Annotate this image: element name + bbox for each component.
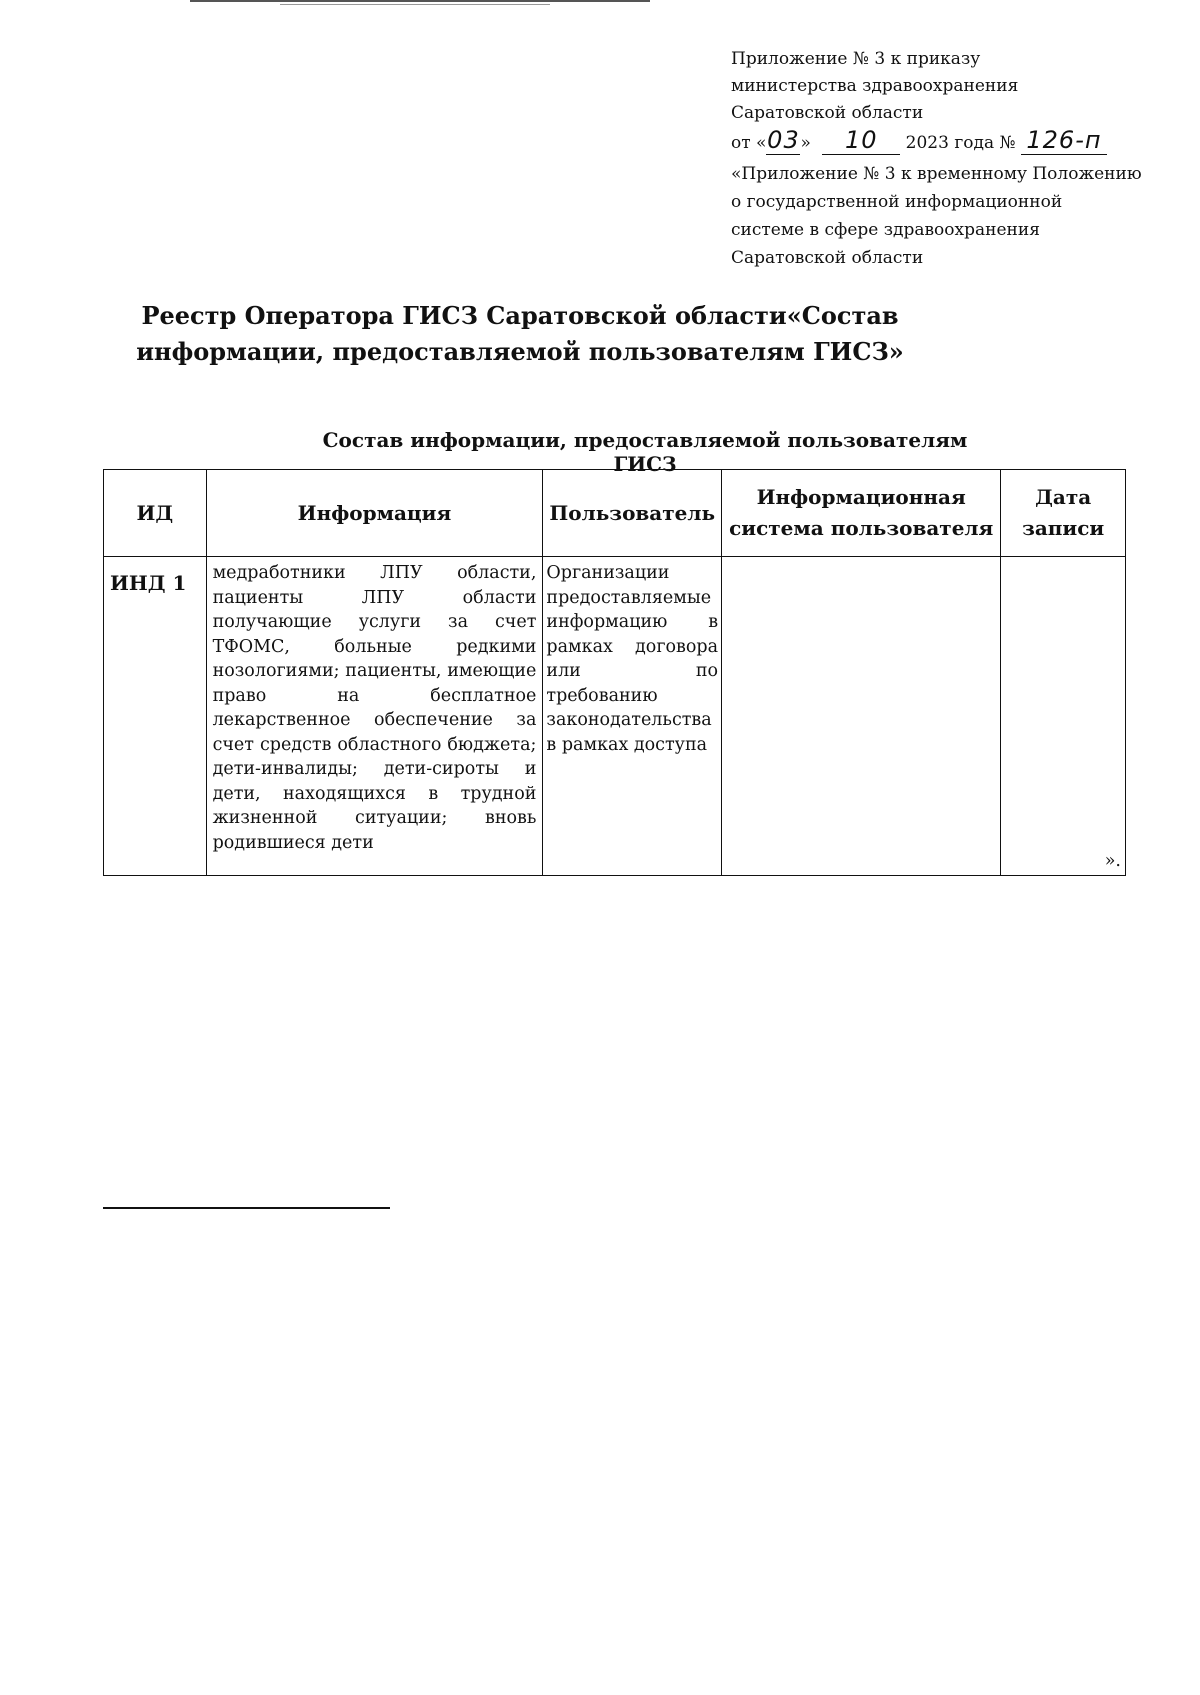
header-user: Пользователь (543, 470, 722, 557)
ref-appendix-line-2: о государственной информационной (731, 192, 1063, 212)
table-header-row (104, 470, 1126, 557)
footnote-separator-line (103, 1207, 390, 1209)
ref-appendix-line-4: Саратовской области (731, 248, 924, 268)
document-title (120, 298, 920, 370)
closing-quote: ». (1104, 850, 1121, 871)
handwritten-order-number: 126-п (1021, 127, 1107, 155)
appendix-date-line (731, 127, 1107, 157)
cell-user: Организации предоставляемые информацию в рамках договора или по требованию законодательства в рамках доступа (543, 557, 722, 876)
cell-record-date (1001, 557, 1126, 876)
ref-appendix-line-1: «Приложение № 3 к временному Положению (731, 164, 1142, 184)
appendix-line-1: Приложение № 3 к приказу (731, 49, 981, 69)
header-record-date: Дата записи (1001, 470, 1126, 557)
handwritten-month: 10 (822, 127, 900, 155)
appendix-line-3: Саратовской области (731, 103, 924, 123)
header-user-system: Информационная система пользователя (722, 470, 1001, 557)
registry-table (103, 469, 1126, 876)
date-prefix: от « (731, 133, 767, 153)
regulation-appendix-block (731, 160, 1142, 272)
header-id: ИД (104, 470, 207, 557)
scan-top-edge-line-2 (280, 4, 550, 5)
order-appendix-block (731, 46, 1107, 157)
document-title-line-2: информации, предоставляемой пользователям ГИСЗ» (136, 337, 904, 366)
date-day-close: » (800, 133, 811, 153)
appendix-line-2: министерства здравоохранения (731, 76, 1019, 96)
table-row (104, 557, 1126, 876)
document-title-line-1: Реестр Оператора ГИСЗ Саратовской области«Состав (141, 301, 899, 330)
scan-top-edge-line (190, 0, 650, 2)
handwritten-day: 03 (767, 126, 800, 154)
ref-appendix-line-3: системе в сфере здравоохранения (731, 220, 1040, 240)
cell-user-system (722, 557, 1001, 876)
table-caption: Состав информации, предоставляемой пользователям ГИСЗ (322, 428, 968, 476)
date-year-text: 2023 года № (905, 133, 1016, 153)
cell-info: медработники ЛПУ области, пациенты ЛПУ области получающие услуги за счет ТФОМС, больные редкими нозологиями; пациенты, имеющие право на бесплатное лекарственное обеспечение за счет средств областного бюджета; дети-инвалиды; дети-сироты и дети, находящихся в трудной жизненной ситуации; вновь родившиеся дети (206, 557, 543, 876)
cell-id: ИНД 1 (104, 557, 207, 876)
header-info: Информация (206, 470, 543, 557)
